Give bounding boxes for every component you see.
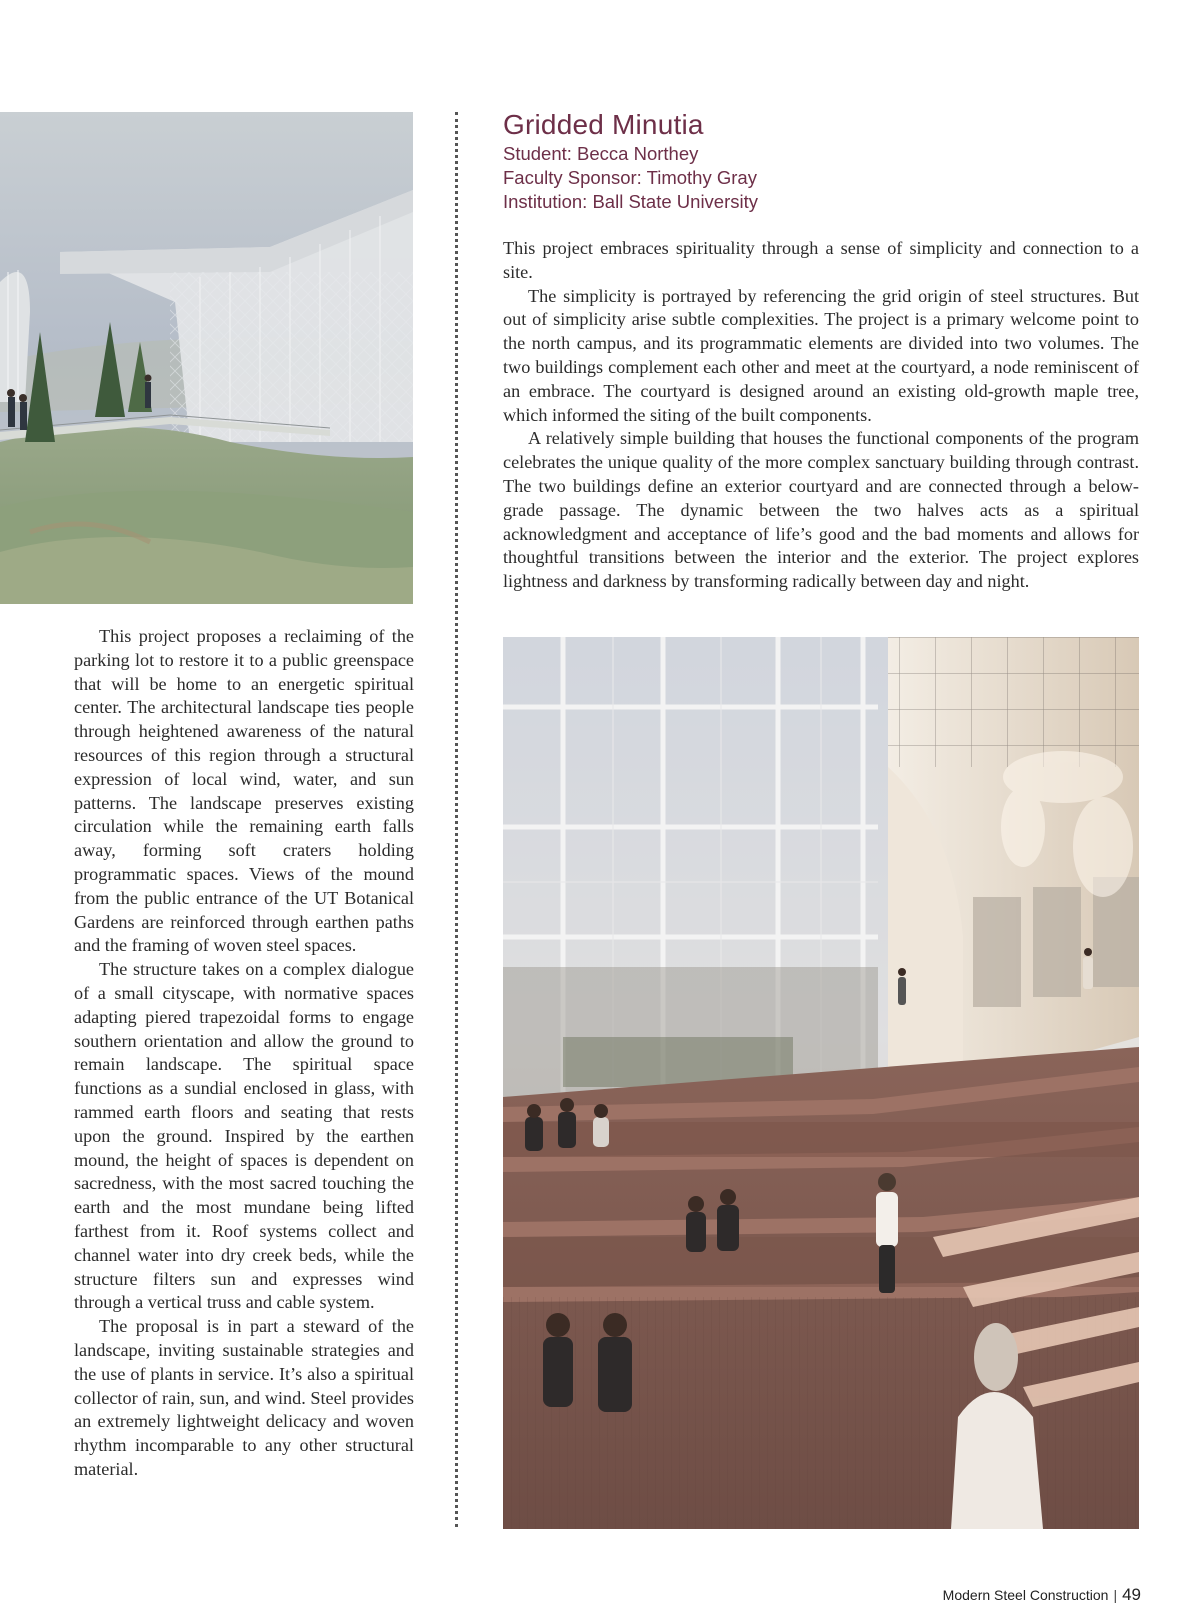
institution-credit: Institution: Ball State University [503, 191, 758, 212]
body-paragraph: The simplicity is portrayed by referencing the grid origin of steel structures. But out of simplicity arise subtle complexities. The project is a primary welcome point to the north campus, and its programmatic elements are divided into two volumes. The two buildings complement each other and meet at the courtyard, a node reminiscent of an embrace. The courtyard is designed around an existing old-growth maple tree, which informed the siting of the built components. [503, 285, 1139, 425]
column-divider [455, 112, 458, 1527]
project-title: Gridded Minutia [503, 109, 704, 140]
courtyard-interior-rendering-image [503, 637, 1139, 1529]
publication-name: Modern Steel Construction [942, 1587, 1109, 1603]
body-paragraph: This project proposes a reclaiming of the parking lot to restore it to a public greenspace that will be home to an energetic spiritual center. The architectural landscape ties people through heightened awareness of the natural resources of this region through a structural expression of local wind, water, and sun patterns. The landscape preserves existing circulation while the remaining earth falls away, forming soft craters holding programmatic spaces. Views of the mound from the public entrance of the UT Botanical Gardens are reinforced through earthen paths and the framing of woven steel spaces. [74, 626, 414, 956]
left-column-text [74, 625, 414, 1482]
landscape-rendering-image [0, 112, 413, 604]
footer-separator: | [1113, 1587, 1118, 1603]
right-column-text [503, 237, 1139, 594]
page-number: 49 [1122, 1585, 1141, 1604]
faculty-sponsor-credit: Faculty Sponsor: Timothy Gray [503, 167, 757, 188]
body-paragraph: This project embraces spirituality through a sense of simplicity and connection to a site. [503, 238, 1139, 282]
body-paragraph: A relatively simple building that houses the functional components of the program celebrates the unique quality of the more complex sanctuary building through contrast. The two buildings define an exterior courtyard and are connected through a below-grade passage. The dynamic between the two halves acts as a spiritual acknowledgment and acceptance of life’s good and the bad moments and allows for thoughtful transitions between the interior and the exterior. The project explores lightness and darkness by transforming radically between day and night. [503, 428, 1139, 592]
body-paragraph: The structure takes on a complex dialogue of a small cityscape, with normative spaces adapting piered trapezoidal forms to engage southern orientation and allow the ground to remain landscape. The spiritual space functions as a sundial enclosed in glass, with rammed earth floors and seating that rests upon the ground. Inspired by the earthen mound, the height of spaces is dependent on sacredness, with the most sacred touching the earth and the most mundane being lifted farthest from it. Roof systems collect and channel water into dry creek beds, while the structure filters sun and expresses wind through a vertical truss and cable system. [74, 959, 414, 1313]
student-credit: Student: Becca Northey [503, 143, 699, 164]
body-paragraph: The proposal is in part a steward of the landscape, inviting sustainable strategies and the use of plants in service. It’s also a spiritual collector of rain, sun, and wind. Steel provides an extremely lightweight delicacy and woven rhythm incomparable to any other structural material. [74, 1316, 414, 1479]
project-header [503, 108, 1143, 214]
page-footer [943, 1585, 1141, 1605]
